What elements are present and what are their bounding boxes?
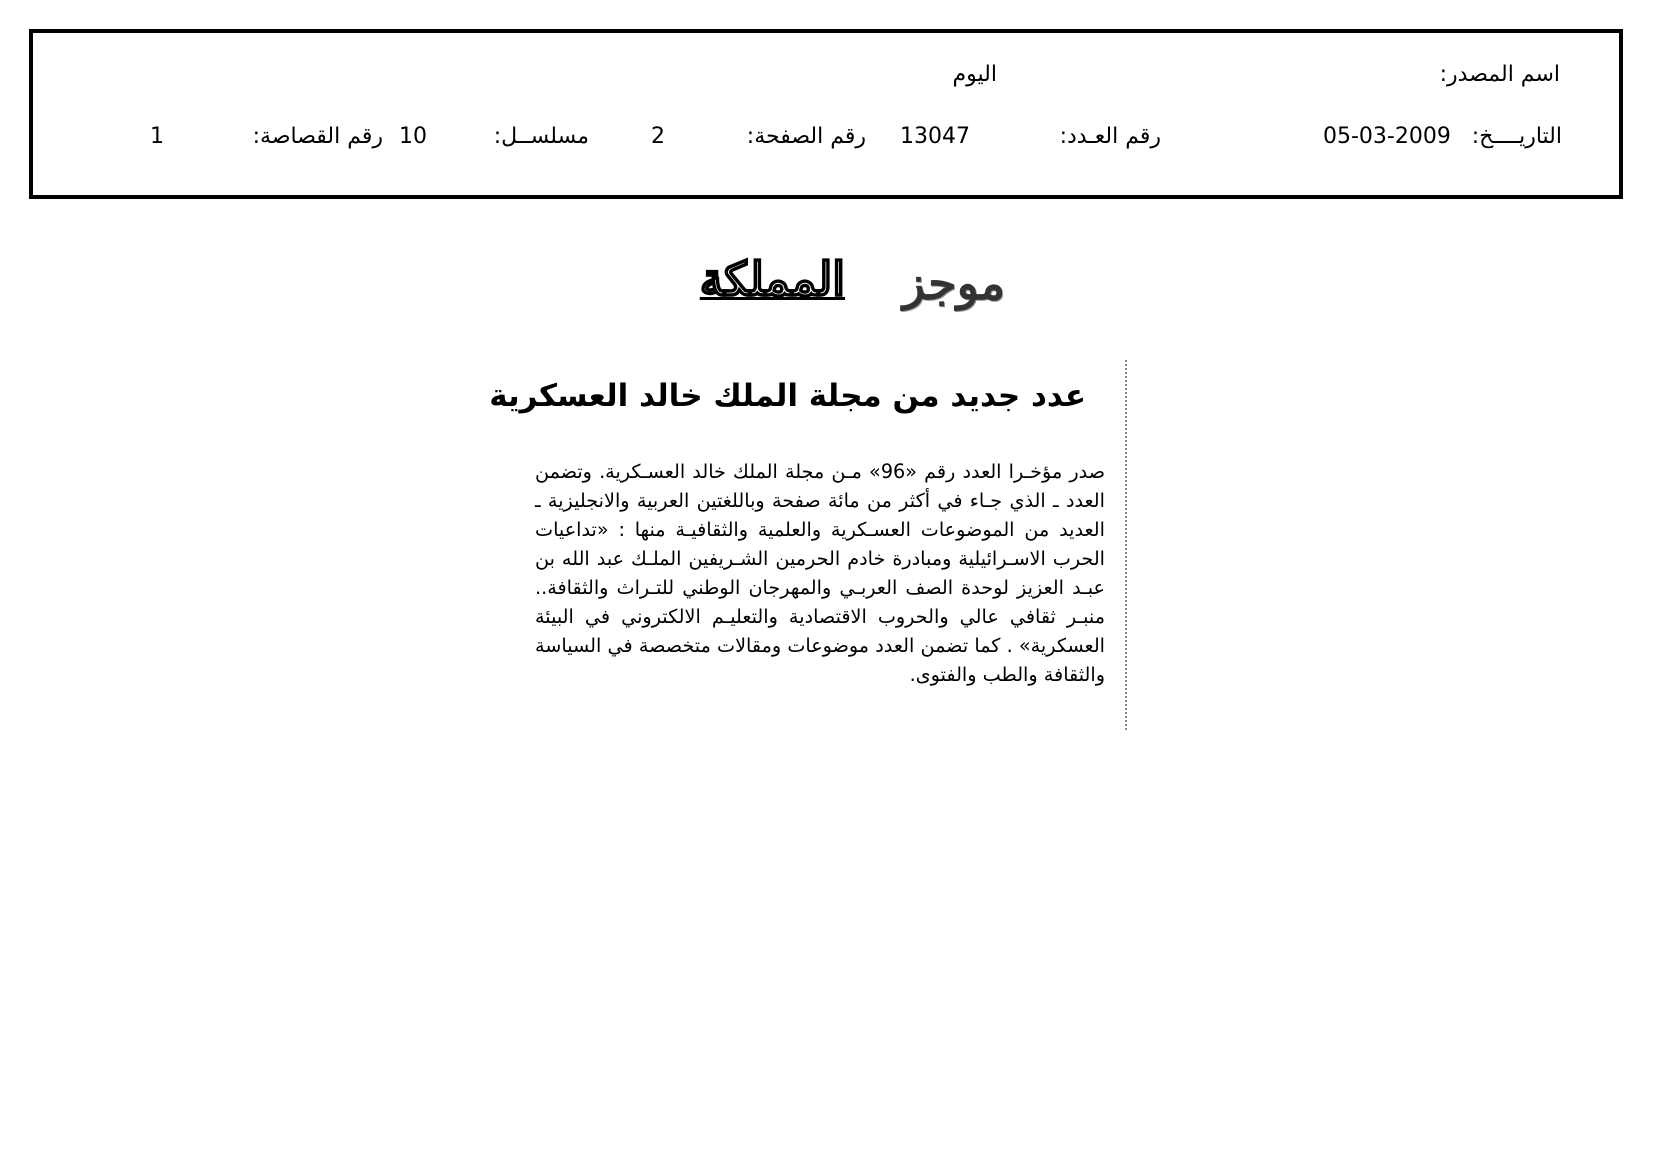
column-divider [1125, 360, 1127, 730]
newspaper-section-logo [660, 252, 1005, 332]
clipping-metadata-box [29, 29, 1623, 199]
source-label: اسم المصدر: [1439, 62, 1560, 87]
date-label: التاريــــخ: [1471, 124, 1562, 149]
clip-value: 1 [150, 124, 164, 149]
logo-word-brief: موجز [902, 256, 1005, 310]
source-value: اليوم [952, 62, 997, 87]
article-body: صدر مؤخـرا العدد رقم «96» مـن مجلة الملك خالد العسـكرية. وتضمن العدد ـ الذي جـاء في أكثر من مائة صفحة وباللغتين العربية والانجليزية ـ العديد من الموضوعات العسـكرية والعلمية والثقافيـة منها : «تداعيات الحرب الاسـرائيلية ومبادرة خادم الحرمين الشـريفين الملـك عبد الله بن عبـد العزيز لوحدة الصف العربـي والمهرجان الوطني للتـراث والثقافة.. منبـر ثقافي عالي والحروب الاقتصادية والتعليـم الالكتروني في البيئة العسكرية» . كما تضمن العدد موضوعات ومقالات متخصصة في السياسة والثقافة والطب والفتوى. [535, 460, 1105, 686]
page-value: 2 [651, 124, 665, 149]
serial-value: 10 [399, 124, 427, 149]
article-headline: عدد جديد من مجلة الملك خالد العسكرية [489, 378, 1086, 414]
clip-label: رقم القصاصة: [252, 124, 383, 149]
logo-word-kingdom: المملكة [699, 252, 845, 306]
issue-label: رقم العـدد: [1059, 124, 1161, 149]
issue-value: 13047 [900, 124, 970, 149]
page-label: رقم الصفحة: [746, 124, 866, 149]
date-value: 05-03-2009 [1323, 124, 1451, 149]
serial-label: مسلســل: [493, 124, 589, 149]
